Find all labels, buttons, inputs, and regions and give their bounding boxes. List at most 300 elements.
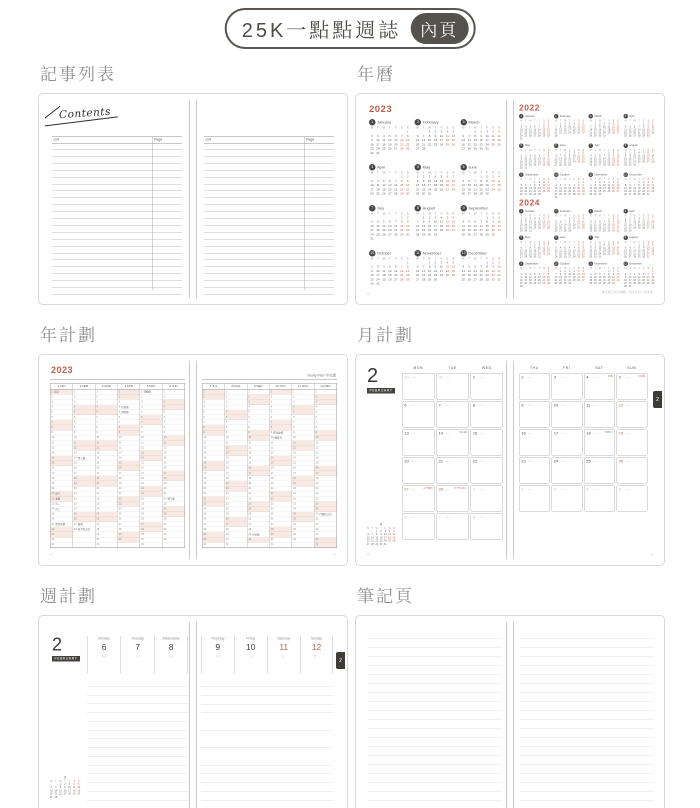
mini-dates-grid bbox=[623, 244, 655, 259]
date-number: 23 bbox=[563, 278, 567, 282]
day-number: 6 bbox=[248, 415, 250, 419]
month-name-label: February bbox=[559, 114, 571, 118]
date-number: 26 bbox=[581, 160, 585, 164]
yearplan-month-column bbox=[95, 384, 117, 548]
date-number: 9 bbox=[629, 220, 631, 224]
date-number: 21 bbox=[473, 188, 477, 192]
day-cell bbox=[616, 485, 647, 512]
date-number: 21 bbox=[371, 539, 374, 543]
date-number: 5 bbox=[624, 246, 627, 250]
right-page bbox=[196, 100, 341, 298]
day-number: 24 bbox=[203, 507, 207, 511]
date-number: 28 bbox=[542, 163, 546, 167]
date-number: 14 bbox=[542, 157, 546, 161]
day-number: 3 bbox=[553, 486, 556, 492]
date-number: 14 bbox=[371, 536, 374, 540]
day-number: 3 bbox=[96, 400, 98, 404]
date-number: 22 bbox=[427, 143, 432, 147]
week-day-headers bbox=[201, 636, 333, 674]
date-number: 29 bbox=[624, 163, 627, 167]
date-number: 8 bbox=[547, 272, 550, 276]
mini-calendar bbox=[519, 262, 551, 288]
date-number: 26 bbox=[642, 160, 646, 164]
date-number: 14 bbox=[421, 139, 426, 142]
date-number: 15 bbox=[400, 184, 404, 188]
main-year-label: 2023 bbox=[369, 104, 393, 115]
year-calendar-spread bbox=[362, 100, 658, 298]
date-number: 31 bbox=[433, 233, 438, 237]
date-number: 7 bbox=[564, 220, 566, 224]
date-number: 16 bbox=[427, 224, 432, 228]
weekday-letter: M bbox=[555, 119, 557, 122]
day-number: 16 bbox=[163, 466, 167, 470]
date-number: 24 bbox=[433, 229, 438, 233]
contents-row bbox=[52, 164, 182, 171]
date-number: 1 bbox=[376, 529, 378, 533]
date-number: 7 bbox=[638, 125, 640, 129]
date-number: 11 bbox=[559, 186, 562, 190]
weekday-letter: S bbox=[498, 126, 500, 130]
mini-dates-grid bbox=[519, 152, 551, 170]
date-number: 20 bbox=[598, 278, 602, 282]
day-cell bbox=[470, 429, 503, 456]
date-number: 26 bbox=[577, 278, 581, 282]
contents-row bbox=[52, 274, 182, 281]
date-number: 15 bbox=[406, 139, 410, 142]
date-number: 2 bbox=[612, 269, 615, 273]
day-number: 9 bbox=[203, 431, 205, 435]
date-number: 11 bbox=[461, 224, 465, 228]
day-number: 9 bbox=[118, 431, 121, 435]
month-number-badge: 9 bbox=[520, 262, 522, 266]
weekday-label: THU bbox=[529, 366, 539, 370]
day-number: 13 bbox=[225, 451, 229, 455]
date-number: 20 bbox=[633, 131, 636, 135]
weekday-letter: W bbox=[633, 148, 636, 152]
weekday-letter: S bbox=[543, 178, 545, 181]
date-number: 6 bbox=[520, 246, 522, 250]
date-number: 17 bbox=[370, 229, 374, 233]
weekday-letter: M bbox=[555, 267, 557, 270]
day-number: 29 bbox=[225, 533, 229, 536]
month-name-label: December bbox=[468, 250, 487, 256]
mini-calendar bbox=[554, 173, 586, 199]
date-number: 13 bbox=[646, 154, 650, 158]
date-number: 31 bbox=[646, 255, 650, 259]
date-number: 28 bbox=[394, 192, 398, 196]
day-number: 1 bbox=[472, 374, 476, 380]
weekday-letter: W bbox=[428, 171, 431, 175]
date-number: 14 bbox=[400, 269, 404, 273]
weekday-letter: F bbox=[573, 148, 575, 152]
date-number: 27 bbox=[519, 255, 523, 259]
day-cell bbox=[470, 457, 503, 484]
date-number: 6 bbox=[388, 179, 391, 183]
date-number: 3 bbox=[492, 175, 494, 179]
day-number: 27 bbox=[141, 522, 144, 526]
day-note: 228補假 bbox=[423, 486, 433, 490]
date-number: 27 bbox=[538, 281, 541, 285]
mini-dates-grid bbox=[369, 175, 411, 196]
mini-calendar bbox=[369, 119, 411, 162]
weekday-letter: M bbox=[624, 240, 627, 244]
month-name-label: April bbox=[629, 209, 635, 213]
weekday-letter: T bbox=[434, 257, 437, 261]
day-number: 4 bbox=[586, 374, 589, 380]
date-number: 11 bbox=[497, 179, 501, 183]
day-number: 18 bbox=[315, 476, 319, 480]
date-number: 13 bbox=[581, 272, 585, 276]
date-number: 21 bbox=[542, 160, 546, 164]
day-number: 30 bbox=[118, 538, 122, 542]
day-number: 19 bbox=[118, 482, 122, 486]
date-number: 18 bbox=[461, 274, 465, 278]
date-number: 4 bbox=[462, 220, 465, 224]
day-number: 15 bbox=[51, 461, 55, 465]
date-number: 8 bbox=[400, 179, 403, 183]
date-number: 22 bbox=[547, 278, 550, 282]
date-number: 30 bbox=[524, 229, 528, 233]
date-number: 24 bbox=[633, 160, 636, 164]
date-number: 5 bbox=[78, 782, 80, 786]
weekday-letter: W bbox=[473, 171, 477, 175]
day-number: 12 bbox=[51, 446, 55, 450]
date-number: 16 bbox=[581, 186, 585, 190]
date-number: 15 bbox=[406, 269, 410, 273]
date-number: 22 bbox=[400, 229, 404, 233]
month-name-label: September bbox=[525, 173, 539, 177]
date-number: 14 bbox=[589, 128, 593, 132]
weekday-letter: F bbox=[608, 267, 610, 270]
day-number: 25 bbox=[118, 512, 122, 516]
date-number: 17 bbox=[528, 223, 532, 227]
day-number: 18 bbox=[141, 476, 144, 480]
section-title-week-plan: 週計劃 bbox=[40, 587, 97, 606]
month-number-badge: 11 bbox=[416, 251, 420, 255]
date-number: 21 bbox=[400, 143, 404, 147]
day-number: 3 bbox=[118, 400, 121, 404]
sections-grid bbox=[38, 44, 665, 808]
date-number: 3 bbox=[529, 217, 532, 221]
date-number: 10 bbox=[491, 179, 495, 183]
date-number: 21 bbox=[394, 188, 398, 192]
day-number: 13 bbox=[315, 451, 319, 455]
weekday-letter: F bbox=[642, 240, 645, 244]
day-number: 18 bbox=[248, 476, 252, 480]
date-number: 11 bbox=[589, 157, 593, 161]
week-day-column bbox=[201, 636, 234, 674]
date-number: 17 bbox=[538, 249, 541, 253]
date-number: 3 bbox=[377, 134, 379, 138]
day-number: 29 bbox=[96, 533, 100, 536]
day-cell bbox=[616, 457, 647, 484]
weekday-letter: T bbox=[422, 126, 425, 130]
month-name-label: May bbox=[422, 165, 431, 170]
date-number: 4 bbox=[590, 154, 592, 158]
day-number: 19 bbox=[225, 482, 229, 486]
weekday-letter: T bbox=[603, 214, 606, 217]
date-number: 26 bbox=[533, 281, 537, 285]
month-name-label: November bbox=[594, 173, 608, 177]
weekday-letter: T bbox=[568, 267, 571, 270]
date-number: 16 bbox=[646, 128, 650, 132]
date-number: 15 bbox=[519, 223, 523, 227]
mini-calendar-header bbox=[460, 119, 502, 126]
contents-row bbox=[204, 177, 334, 184]
day-number: 10 bbox=[141, 436, 144, 440]
day-number: 25 bbox=[315, 512, 319, 516]
date-number: 8 bbox=[428, 265, 431, 269]
date-number: 11 bbox=[637, 220, 641, 224]
date-number: 10 bbox=[633, 220, 636, 224]
date-number: 2 bbox=[642, 243, 645, 247]
date-number: 4 bbox=[446, 261, 449, 265]
day-number: 17 bbox=[203, 471, 207, 475]
month-number-badge: 6 bbox=[460, 164, 467, 171]
date-number: 17 bbox=[439, 269, 444, 273]
date-number: 16 bbox=[433, 139, 438, 142]
date-number: 23 bbox=[379, 539, 383, 543]
date-number: 6 bbox=[612, 243, 615, 247]
date-number: 17 bbox=[651, 128, 655, 132]
day-number: 26 bbox=[203, 517, 207, 521]
date-number: 27 bbox=[542, 226, 546, 230]
date-number: 19 bbox=[563, 189, 567, 193]
date-number: 19 bbox=[624, 189, 627, 193]
date-number: 8 bbox=[400, 220, 403, 224]
day-number: 8 bbox=[141, 425, 143, 429]
date-number: 15 bbox=[593, 186, 597, 190]
mini-calendar-header bbox=[589, 143, 621, 148]
weekday-letter: W bbox=[564, 119, 567, 122]
weekday-letter: T bbox=[629, 267, 631, 270]
date-number: 15 bbox=[607, 223, 611, 227]
date-number: 15 bbox=[485, 269, 489, 273]
date-number: 27 bbox=[633, 134, 636, 138]
mini-calendar-header bbox=[623, 173, 655, 178]
day-number: 23 bbox=[521, 458, 526, 464]
day-number: 30 bbox=[141, 538, 144, 542]
date-number: 19 bbox=[607, 249, 611, 253]
yearplan-month-header: 5 MAY bbox=[140, 384, 162, 390]
day-number: 1 bbox=[225, 390, 228, 394]
mini-calendar-header bbox=[369, 205, 411, 212]
date-number: 12 bbox=[607, 246, 611, 250]
month-number-badge: 1 bbox=[520, 114, 522, 118]
yearplan-day-cell bbox=[118, 542, 140, 547]
day-number: 2 bbox=[270, 395, 273, 399]
weekday-letter: T bbox=[638, 148, 640, 152]
day-number: 16 bbox=[315, 466, 319, 470]
weekday-letter: M bbox=[520, 267, 523, 270]
date-number: 7 bbox=[400, 134, 403, 138]
day-number: 3 bbox=[163, 400, 165, 404]
weekday-letter: S bbox=[582, 214, 584, 217]
date-number: 25 bbox=[547, 189, 550, 193]
date-number: 28 bbox=[554, 281, 558, 285]
weekday-letter: T bbox=[568, 148, 571, 152]
date-number: 15 bbox=[624, 223, 627, 227]
date-number: 23 bbox=[572, 226, 576, 230]
day-number: 15 bbox=[472, 430, 478, 436]
date-number: 1 bbox=[559, 269, 562, 273]
date-number: 23 bbox=[421, 188, 426, 192]
mini-calendar-header bbox=[554, 173, 586, 178]
date-number: 29 bbox=[607, 229, 611, 233]
day-number: 8 bbox=[293, 425, 295, 429]
month-number-badge: 2 bbox=[415, 119, 422, 126]
mini-dates-grid bbox=[589, 152, 621, 167]
day-number: 9 bbox=[225, 431, 228, 435]
weekday-label: FRI bbox=[563, 366, 571, 370]
day-number: 6 bbox=[203, 415, 205, 419]
date-number: 2 bbox=[371, 134, 373, 138]
day-number: 24 bbox=[96, 507, 100, 511]
date-number: 13 bbox=[568, 249, 572, 253]
date-number: 7 bbox=[633, 183, 636, 187]
date-number: 16 bbox=[642, 249, 646, 253]
mini-dates-grid bbox=[519, 119, 551, 141]
date-number: 22 bbox=[427, 274, 432, 278]
date-number: 4 bbox=[73, 782, 75, 786]
day-number: 29 bbox=[51, 533, 55, 536]
section-year-calendar bbox=[355, 44, 665, 305]
month-name-label: October bbox=[377, 250, 392, 256]
yearplan-day-cell bbox=[225, 542, 247, 547]
mini-calendar-header bbox=[554, 114, 586, 119]
contents-row bbox=[204, 143, 334, 150]
day-cell bbox=[402, 373, 435, 400]
date-number: 20 bbox=[559, 226, 562, 230]
month-name-label: October bbox=[559, 173, 570, 177]
date-number: 21 bbox=[400, 274, 404, 278]
lunar-date-mark bbox=[560, 377, 565, 378]
day-number: 10 bbox=[118, 436, 122, 440]
week-plan-panel bbox=[38, 615, 348, 808]
date-number: 5 bbox=[383, 179, 385, 183]
secondary-year-months-grid bbox=[519, 114, 655, 199]
date-number: 29 bbox=[547, 163, 550, 167]
date-number: 4 bbox=[633, 272, 636, 276]
month-name-badge: FEBRUARY bbox=[52, 656, 80, 662]
mini-calendar bbox=[460, 164, 502, 203]
month-name-label: December bbox=[629, 173, 642, 177]
yearplan-month-header: 8 AUG bbox=[225, 384, 247, 390]
mini-calendar bbox=[554, 262, 586, 288]
date-number: 16 bbox=[612, 223, 615, 227]
date-number: 14 bbox=[559, 157, 562, 161]
day-number: 6 bbox=[270, 415, 273, 419]
yearplan-month-header: 2 FEB bbox=[73, 384, 95, 390]
date-number: 19 bbox=[593, 160, 597, 164]
date-number: 1 bbox=[422, 216, 425, 220]
page-number-mark bbox=[651, 555, 654, 556]
weekday-letter: T bbox=[525, 148, 527, 152]
day-number: 27 bbox=[270, 522, 274, 526]
day-number: 25 bbox=[203, 512, 207, 516]
date-number: 27 bbox=[616, 131, 620, 135]
date-number: 26 bbox=[439, 188, 444, 192]
day-number: 21 bbox=[270, 492, 274, 496]
date-number: 9 bbox=[434, 265, 437, 269]
date-number: 27 bbox=[581, 131, 585, 135]
weekday-letter: T bbox=[380, 527, 382, 530]
title-badge: 內頁 bbox=[410, 13, 468, 44]
date-number: 22 bbox=[406, 274, 410, 278]
lunar-date-label: 十六 bbox=[101, 655, 107, 658]
day-number: 5 bbox=[293, 410, 295, 414]
date-number: 9 bbox=[486, 179, 488, 183]
week-day-headers bbox=[87, 636, 188, 674]
date-number: 18 bbox=[542, 249, 546, 253]
day-number: 10 bbox=[225, 436, 229, 440]
date-number: 14 bbox=[554, 275, 558, 279]
date-number: 3 bbox=[573, 151, 575, 155]
weekday-letter: S bbox=[647, 119, 649, 122]
date-number: 24 bbox=[519, 134, 523, 138]
date-number: 27 bbox=[473, 278, 477, 282]
lunar-date-mark bbox=[479, 461, 484, 462]
date-number: 19 bbox=[533, 278, 537, 282]
date-number: 15 bbox=[415, 184, 420, 188]
day-number: 20 bbox=[225, 487, 229, 491]
date-number: 25 bbox=[607, 189, 611, 193]
date-number: 19 bbox=[388, 274, 392, 278]
mini-calendar bbox=[415, 250, 457, 293]
year-calendar-panel bbox=[355, 93, 665, 305]
date-number: 9 bbox=[612, 272, 615, 276]
date-number: 13 bbox=[554, 157, 558, 161]
day-number: 16 bbox=[141, 466, 144, 470]
day-number: 10 bbox=[163, 436, 167, 440]
date-number: 10 bbox=[370, 224, 374, 228]
date-number: 29 bbox=[589, 255, 593, 259]
month-name-badge: FEBRUARY bbox=[367, 388, 395, 394]
date-number: 13 bbox=[388, 184, 392, 188]
date-number: 7 bbox=[573, 246, 575, 250]
day-cell bbox=[402, 429, 435, 456]
weekday-letter: S bbox=[452, 257, 455, 261]
day-number: 10 bbox=[51, 436, 55, 440]
date-number: 23 bbox=[533, 252, 537, 256]
date-number: 22 bbox=[577, 252, 581, 256]
day-number: 31 bbox=[51, 543, 55, 547]
day-cell bbox=[470, 513, 503, 540]
date-number: 4 bbox=[498, 175, 500, 179]
date-number: 4 bbox=[573, 122, 575, 126]
date-number: 19 bbox=[642, 157, 646, 161]
day-number: 25 bbox=[225, 512, 229, 516]
date-number: 18 bbox=[497, 184, 501, 188]
mini-calendar-header bbox=[369, 164, 411, 171]
next-month-mini-slot bbox=[366, 523, 396, 546]
date-number: 11 bbox=[542, 246, 546, 250]
day-number: 22 bbox=[96, 497, 100, 501]
date-number: 5 bbox=[555, 220, 557, 224]
day-number: 23 bbox=[163, 502, 167, 506]
date-number: 2 bbox=[599, 122, 601, 126]
date-number: 17 bbox=[376, 143, 380, 147]
weekday-letter: T bbox=[629, 178, 631, 181]
date-number: 18 bbox=[461, 229, 465, 233]
date-number: 23 bbox=[433, 143, 438, 147]
date-number: 26 bbox=[445, 229, 450, 233]
date-number: 19 bbox=[593, 278, 597, 282]
date-number: 8 bbox=[638, 183, 640, 187]
day-number: 20 bbox=[270, 487, 274, 491]
date-number: 3 bbox=[652, 122, 654, 126]
day-note: 和平紀念日 bbox=[454, 486, 467, 490]
